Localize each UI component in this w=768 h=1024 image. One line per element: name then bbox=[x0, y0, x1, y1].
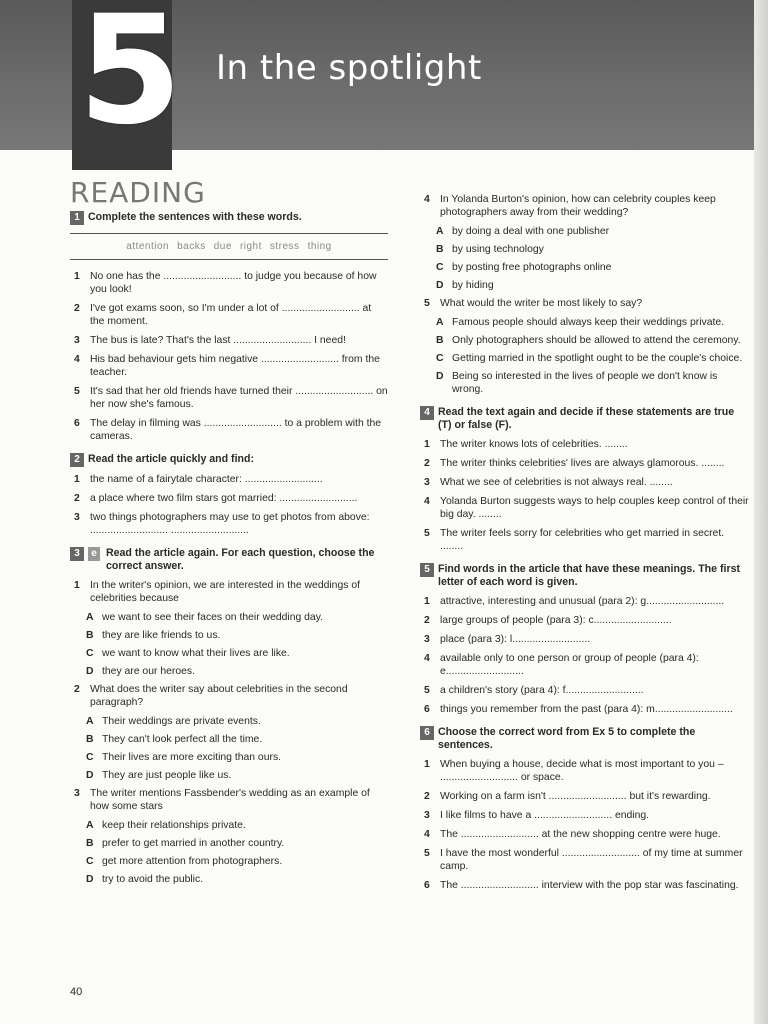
item-number: 2 bbox=[74, 303, 80, 314]
item-text: I've got exams soon, so I'm under a lot of ........................... at the moment. bbox=[90, 303, 372, 327]
option-letter: D bbox=[436, 371, 444, 382]
option-text: Their lives are more exciting than ours. bbox=[102, 752, 282, 763]
item-text: the name of a fairytale character: ........................... bbox=[90, 474, 323, 485]
numbered-item bbox=[420, 476, 750, 489]
word-box-word: backs bbox=[177, 241, 206, 252]
exercise-2-items bbox=[70, 473, 388, 537]
option-text: Being so interested in the lives of people we don't know is wrong. bbox=[452, 371, 718, 395]
exercise-number-badge: 3 bbox=[70, 547, 84, 561]
item-number: 5 bbox=[424, 528, 430, 539]
item-number: 5 bbox=[424, 685, 430, 696]
item-number: 2 bbox=[424, 791, 430, 802]
option-text: get more attention from photographers. bbox=[102, 856, 283, 867]
answer-option bbox=[86, 855, 388, 868]
exercise-2-heading bbox=[70, 453, 388, 467]
answer-option bbox=[86, 665, 388, 678]
exercise-instruction: Read the article quickly and find: bbox=[88, 453, 255, 465]
option-letter: A bbox=[436, 317, 444, 328]
answer-option bbox=[436, 279, 750, 292]
exercise-3-questions bbox=[70, 579, 388, 886]
item-text: a place where two film stars got married: ........................... bbox=[90, 493, 358, 504]
option-letter: B bbox=[436, 244, 444, 255]
word-box-word: attention bbox=[126, 241, 170, 252]
item-text: The delay in filming was ........................... to a problem with the cameras. bbox=[90, 418, 382, 442]
item-number: 4 bbox=[74, 354, 80, 365]
answer-option bbox=[86, 837, 388, 850]
question-number: 2 bbox=[74, 684, 80, 695]
exercise-instruction: Find words in the article that have these meanings. The first letter of each word is given. bbox=[438, 563, 740, 588]
option-letter: A bbox=[436, 226, 444, 237]
item-text: No one has the ........................... to judge you because of how you look! bbox=[90, 271, 377, 295]
word-box-word: thing bbox=[307, 241, 332, 252]
option-text: Their weddings are private events. bbox=[102, 716, 261, 727]
exercise-4-items bbox=[420, 438, 750, 553]
item-number: 6 bbox=[424, 880, 430, 891]
exercise-instruction: Read the article again. For each question, choose the correct answer. bbox=[106, 547, 375, 572]
item-text: When buying a house, decide what is most important to you – ........................... or space. bbox=[440, 759, 724, 783]
option-text: by hiding bbox=[452, 280, 494, 291]
question-number: 5 bbox=[424, 298, 430, 309]
exercise-1-items bbox=[70, 270, 388, 443]
option-letter: D bbox=[86, 874, 94, 885]
question bbox=[420, 193, 750, 219]
option-letter: D bbox=[86, 770, 94, 781]
item-number: 1 bbox=[424, 759, 430, 770]
option-text: by using technology bbox=[452, 244, 544, 255]
numbered-item bbox=[420, 438, 750, 451]
exam-icon: e bbox=[88, 547, 100, 561]
exercise-3-continued bbox=[420, 193, 750, 396]
item-text: attractive, interesting and unusual (para 2): g........................... bbox=[440, 596, 725, 607]
page-edge bbox=[754, 0, 768, 1024]
option-text: keep their relationships private. bbox=[102, 820, 246, 831]
item-number: 2 bbox=[424, 458, 430, 469]
numbered-item bbox=[420, 847, 750, 873]
numbered-item bbox=[420, 758, 750, 784]
item-text: What we see of celebrities is not always real. ........ bbox=[440, 477, 673, 488]
item-text: I like films to have a ........................... ending. bbox=[440, 810, 650, 821]
left-column bbox=[70, 176, 388, 891]
answer-option bbox=[436, 334, 750, 347]
unit-number: 5 bbox=[78, 0, 183, 158]
question-text: In the writer's opinion, we are interested in the weddings of celebrities because bbox=[90, 580, 360, 604]
item-text: large groups of people (para 3): c........................... bbox=[440, 615, 672, 626]
item-number: 3 bbox=[74, 512, 80, 523]
item-number: 6 bbox=[74, 418, 80, 429]
item-number: 2 bbox=[424, 615, 430, 626]
option-text: by doing a deal with one publisher bbox=[452, 226, 610, 237]
numbered-item bbox=[70, 511, 388, 537]
exercise-instruction: Read the text again and decide if these statements are true (T) or false (F). bbox=[438, 406, 735, 431]
question-text: In Yolanda Burton's opinion, how can celebrity couples keep photographers away from their wedding? bbox=[440, 194, 716, 218]
numbered-item bbox=[420, 633, 750, 646]
item-number: 3 bbox=[424, 477, 430, 488]
exercise-number-badge: 6 bbox=[420, 726, 434, 740]
word-box-word: due bbox=[213, 241, 232, 252]
exercise-6-items bbox=[420, 758, 750, 892]
option-letter: B bbox=[86, 734, 94, 745]
exercise-number-badge: 5 bbox=[420, 563, 434, 577]
exercise-5-items bbox=[420, 595, 750, 716]
numbered-item bbox=[70, 473, 388, 486]
word-box-word: right bbox=[239, 241, 262, 252]
question bbox=[70, 683, 388, 709]
question-text: What does the writer say about celebrities in the second paragraph? bbox=[90, 684, 348, 708]
numbered-item bbox=[420, 457, 750, 470]
answer-option bbox=[86, 715, 388, 728]
numbered-item bbox=[420, 809, 750, 822]
item-text: The writer feels sorry for celebrities who get married in secret. ........ bbox=[440, 528, 725, 552]
option-text: we want to know what their lives are like. bbox=[102, 648, 290, 659]
numbered-item bbox=[70, 492, 388, 505]
item-text: The ........................... interview with the pop star was fascinating. bbox=[440, 880, 739, 891]
item-text: place (para 3): l........................... bbox=[440, 634, 591, 645]
item-number: 3 bbox=[74, 335, 80, 346]
numbered-item bbox=[70, 353, 388, 379]
option-text: Getting married in the spotlight ought to be the couple's choice. bbox=[452, 353, 743, 364]
numbered-item bbox=[420, 595, 750, 608]
numbered-item bbox=[70, 270, 388, 296]
item-number: 5 bbox=[74, 386, 80, 397]
item-text: a children's story (para 4): f........................... bbox=[440, 685, 644, 696]
option-letter: A bbox=[86, 612, 94, 623]
numbered-item bbox=[420, 790, 750, 803]
exercise-1 bbox=[70, 211, 388, 443]
numbered-item bbox=[420, 828, 750, 841]
word-box bbox=[70, 233, 388, 260]
item-number: 1 bbox=[74, 474, 80, 485]
question-number: 1 bbox=[74, 580, 80, 591]
exercise-5 bbox=[420, 563, 750, 716]
option-letter: C bbox=[86, 752, 94, 763]
item-number: 3 bbox=[424, 810, 430, 821]
option-text: they are our heroes. bbox=[102, 666, 195, 677]
option-text: prefer to get married in another country. bbox=[102, 838, 285, 849]
option-text: They can't look perfect all the time. bbox=[102, 734, 263, 745]
numbered-item bbox=[420, 495, 750, 521]
option-letter: C bbox=[436, 262, 444, 273]
option-letter: B bbox=[436, 335, 444, 346]
item-number: 4 bbox=[424, 496, 430, 507]
item-text: His bad behaviour gets him negative ........................... from the teacher. bbox=[90, 354, 380, 378]
item-number: 3 bbox=[424, 634, 430, 645]
right-column bbox=[420, 193, 750, 898]
section-title: READING bbox=[70, 176, 206, 209]
item-text: available only to one person or group of people (para 4): e........................... bbox=[440, 653, 699, 677]
item-number: 6 bbox=[424, 704, 430, 715]
item-number: 5 bbox=[424, 848, 430, 859]
numbered-item bbox=[70, 385, 388, 411]
exercise-instruction: Complete the sentences with these words. bbox=[88, 211, 302, 223]
option-text: They are just people like us. bbox=[102, 770, 232, 781]
option-text: we want to see their faces on their wedding day. bbox=[102, 612, 324, 623]
numbered-item bbox=[420, 684, 750, 697]
option-text: Only photographers should be allowed to attend the ceremony. bbox=[452, 335, 741, 346]
exercise-4 bbox=[420, 406, 750, 553]
answer-option bbox=[86, 647, 388, 660]
item-text: things you remember from the past (para 4): m........................... bbox=[440, 704, 733, 715]
answer-option bbox=[86, 733, 388, 746]
numbered-item bbox=[70, 302, 388, 328]
answer-option bbox=[86, 873, 388, 886]
item-text: Yolanda Burton suggests ways to help couples keep control of their big day. ........ bbox=[440, 496, 749, 520]
item-text: The writer knows lots of celebrities. ........ bbox=[440, 439, 628, 450]
item-number: 1 bbox=[74, 271, 80, 282]
option-letter: A bbox=[86, 820, 94, 831]
exercise-3-heading bbox=[70, 547, 388, 573]
question bbox=[420, 297, 750, 310]
answer-option bbox=[436, 352, 750, 365]
option-letter: A bbox=[86, 716, 94, 727]
exercise-number-badge: 4 bbox=[420, 406, 434, 420]
word-box-word: stress bbox=[269, 241, 300, 252]
option-text: Famous people should always keep their weddings private. bbox=[452, 317, 725, 328]
numbered-item bbox=[420, 703, 750, 716]
option-text: by posting free photographs online bbox=[452, 262, 612, 273]
numbered-item bbox=[420, 652, 750, 678]
answer-option bbox=[86, 629, 388, 642]
exercise-6 bbox=[420, 726, 750, 892]
unit-title: In the spotlight bbox=[216, 48, 482, 88]
numbered-item bbox=[70, 417, 388, 443]
exercise-4-heading bbox=[420, 406, 750, 432]
numbered-item bbox=[70, 334, 388, 347]
option-text: they are like friends to us. bbox=[102, 630, 221, 641]
item-text: I have the most wonderful ........................... of my time at summer camp. bbox=[440, 848, 743, 872]
exercise-number-badge: 2 bbox=[70, 453, 84, 467]
exercise-1-heading bbox=[70, 211, 388, 225]
answer-option bbox=[436, 316, 750, 329]
answer-option bbox=[436, 225, 750, 238]
item-number: 4 bbox=[424, 829, 430, 840]
item-number: 1 bbox=[424, 439, 430, 450]
answer-option bbox=[436, 370, 750, 396]
option-letter: D bbox=[86, 666, 94, 677]
exercise-6-heading bbox=[420, 726, 750, 752]
answer-option bbox=[86, 769, 388, 782]
numbered-item bbox=[420, 879, 750, 892]
option-letter: B bbox=[86, 630, 94, 641]
answer-option bbox=[436, 243, 750, 256]
item-number: 2 bbox=[74, 493, 80, 504]
page-number: 40 bbox=[70, 986, 83, 998]
numbered-item bbox=[420, 527, 750, 553]
item-text: two things photographers may use to get photos from above: ........................... ........................... bbox=[90, 512, 370, 536]
answer-option bbox=[436, 261, 750, 274]
answer-option bbox=[86, 751, 388, 764]
question bbox=[70, 579, 388, 605]
option-letter: C bbox=[86, 648, 94, 659]
answer-option bbox=[86, 819, 388, 832]
exercise-2 bbox=[70, 453, 388, 537]
option-letter: C bbox=[436, 353, 444, 364]
question-number: 4 bbox=[424, 194, 430, 205]
exercise-3 bbox=[70, 547, 388, 886]
option-letter: B bbox=[86, 838, 94, 849]
item-number: 4 bbox=[424, 653, 430, 664]
option-text: try to avoid the public. bbox=[102, 874, 204, 885]
answer-option bbox=[86, 611, 388, 624]
question-text: The writer mentions Fassbender's wedding as an example of how some stars bbox=[90, 788, 370, 812]
item-text: It's sad that her old friends have turned their ........................... on her now she's famous. bbox=[90, 386, 388, 410]
question-text: What would the writer be most likely to say? bbox=[440, 298, 643, 309]
numbered-item bbox=[420, 614, 750, 627]
question-number: 3 bbox=[74, 788, 80, 799]
option-letter: C bbox=[86, 856, 94, 867]
question bbox=[70, 787, 388, 813]
exercise-number-badge: 1 bbox=[70, 211, 84, 225]
option-letter: D bbox=[436, 280, 444, 291]
item-number: 1 bbox=[424, 596, 430, 607]
item-text: Working on a farm isn't ........................... but it's rewarding. bbox=[440, 791, 711, 802]
item-text: The writer thinks celebrities' lives are always glamorous. ........ bbox=[440, 458, 725, 469]
exercise-5-heading bbox=[420, 563, 750, 589]
item-text: The ........................... at the new shopping centre were huge. bbox=[440, 829, 721, 840]
exercise-instruction: Choose the correct word from Ex 5 to complete the sentences. bbox=[438, 726, 696, 751]
item-text: The bus is late? That's the last ........................... I need! bbox=[90, 335, 346, 346]
